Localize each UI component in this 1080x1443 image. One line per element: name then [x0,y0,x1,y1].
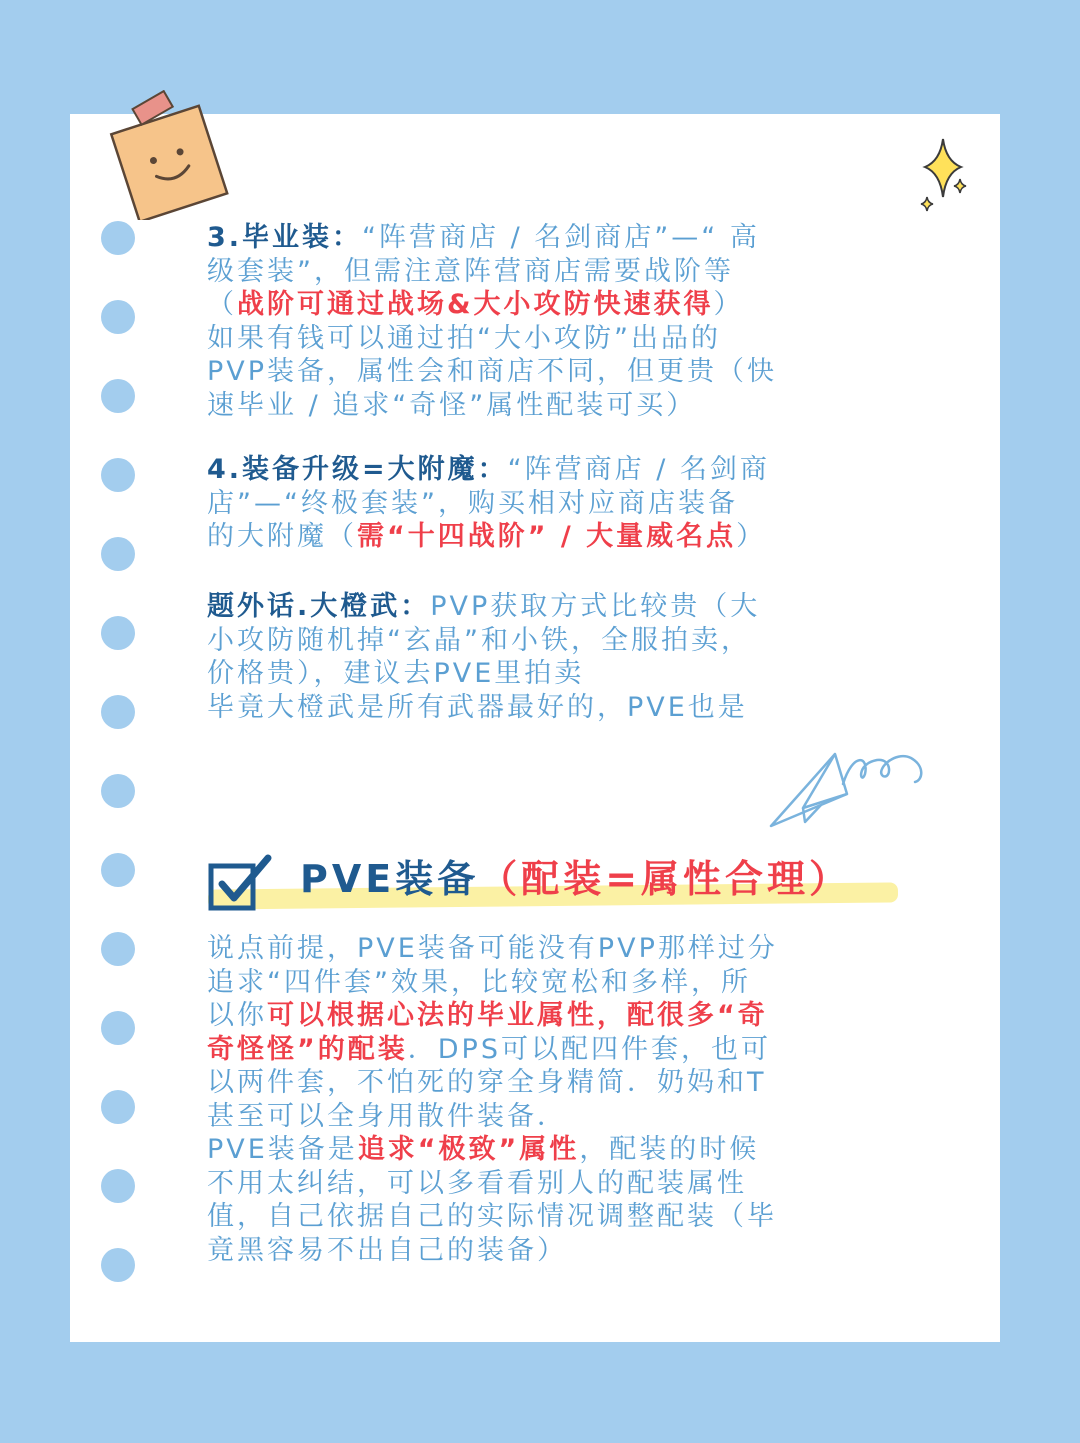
text-span: （ [207,289,237,320]
emphasis-text: 追求“极致”属性 [357,1134,580,1165]
text-line: 说点前提，PVE装备可能没有PVP那样过分 [207,933,778,964]
binder-hole [101,300,135,334]
text-line: 级套装”，但需注意阵营商店需要战阶等 [207,255,734,287]
checkbox-checked-icon [208,852,274,912]
emphasis-text: 奇怪怪”的配装 [207,1033,408,1065]
binder-hole [101,1169,135,1203]
text-line [207,453,922,487]
text-line: 价格贵），建议去PVE里拍卖 [207,658,585,689]
binder-hole [101,379,135,413]
binder-hole [101,1090,135,1124]
binder-hole [101,458,135,492]
paper-plane-icon [765,742,935,837]
text-line [207,590,922,624]
text-line: 毕竟大橙武是所有武器最好的，PVE也是 [207,691,748,723]
section-heading: 4.装备升级=大附魔： [207,454,508,485]
text-line [207,221,922,255]
binder-hole [101,1011,135,1045]
binder-hole [101,932,135,966]
text-line: 甚至可以全身用散件装备． [207,1100,567,1132]
title-main: PVE装备 [300,857,480,901]
text-span: ，配装的时候 [579,1134,760,1165]
text-span: 的大附魔（ [207,521,357,552]
emphasis-text: 可以根据心法的毕业属性，配很多“奇 [267,1000,768,1031]
text-span: ．DPS可以配四件套，也可 [407,1033,771,1065]
binder-hole [101,616,135,650]
text-line: 竟黑容易不出自己的装备） [207,1234,567,1266]
sparkle-icon [915,135,975,220]
binder-hole [101,695,135,729]
text-span: PVP获取方式比较贵（大 [430,591,761,622]
title-paren: （配装=属性合理） [479,857,852,901]
text-line: PVP装备，属性会和商店不同，但更贵（快 [207,356,778,387]
text-span: ） [736,521,767,552]
text-line: 店”—“终极套装”，购买相对应商店装备 [207,487,738,519]
text-line: 不用太纠结，可以多看看别人的配装属性 [207,1167,747,1199]
text-line [207,1133,922,1167]
text-line [207,520,922,554]
text-line: 速毕业 / 追求“奇怪”属性配装可买） [207,389,697,421]
section-pve-gear-body [207,932,922,1267]
page-title [300,848,851,903]
smiley-sticky-note-icon [100,90,240,220]
section-gear-upgrade [207,453,922,554]
text-line [207,288,922,322]
binder-hole [101,1248,135,1282]
text-line: 以两件套，不怕死的穿全身精简．奶妈和T [207,1067,767,1098]
text-line [207,1033,922,1067]
binder-hole [101,774,135,808]
binder-hole [101,221,135,255]
emphasis-text: 需“十四战阶” / 大量威名点 [357,521,737,552]
section-orange-weapon [207,590,922,724]
text-line: 小攻防随机掉“玄晶”和小铁，全服拍卖， [207,624,751,656]
text-line: 追求“四件套”效果，比较宽松和多样，所 [207,966,751,998]
pve-section-title [208,846,908,916]
binder-hole [101,537,135,571]
section-graduation-gear [207,221,922,422]
text-span: 以你 [207,1000,267,1031]
text-span: PVE装备是 [207,1134,358,1165]
emphasis-text: 战阶可通过战场&大小攻防快速获得 [237,289,714,320]
text-line [207,999,922,1033]
binder-hole [101,853,135,887]
text-line: 值，自己依据自己的实际情况调整配装（毕 [207,1201,777,1232]
section-heading: 3.毕业装： [207,222,363,253]
text-span: ） [713,289,744,320]
text-span: “阵营商店 / 名剑商 [507,454,770,485]
section-heading: 题外话.大橙武： [207,591,431,622]
text-span: “阵营商店 / 名剑商店”—“ 高 [362,222,760,253]
text-line: 如果有钱可以通过拍“大小攻防”出品的 [207,322,721,354]
